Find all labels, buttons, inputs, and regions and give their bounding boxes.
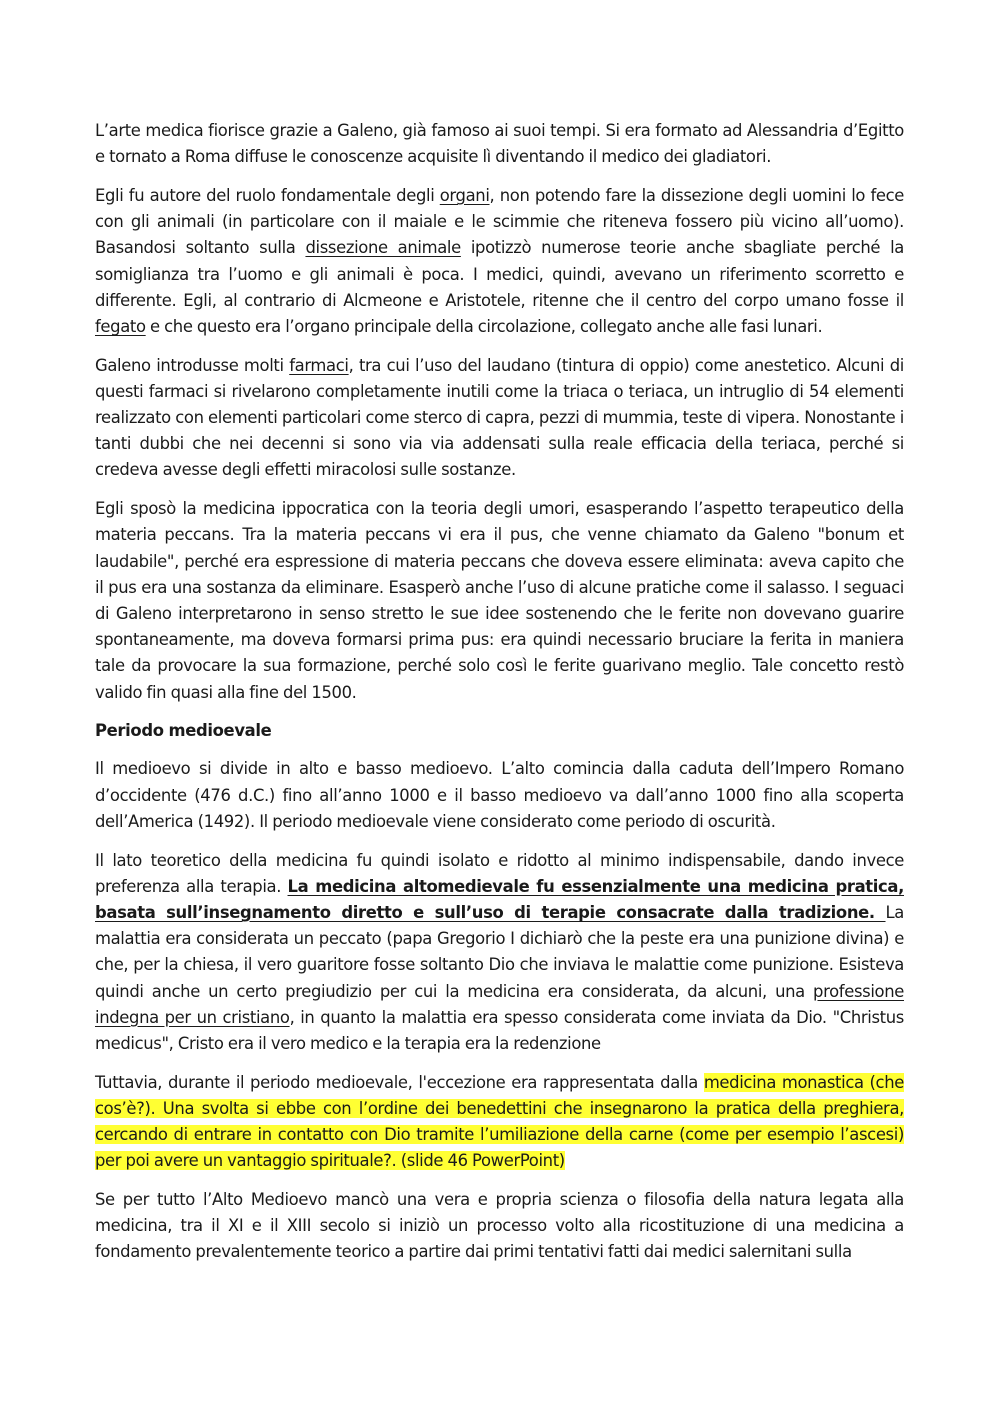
paragraph-text: ipotizzò numerose teorie anche sbagliate perché la somiglianza tra l’uomo e gli animali è poca. I medici, quindi, avevano un riferimento scorretto e differente. Egli, al contrario di Alcmeone e Aristotele, ritenne che il centro del corpo umano fosse il (95, 238, 905, 310)
bold-underlined-statement: La medicina altomedievale fu essenzialmente una medicina pratica, basata sull’insegnamento diretto e sull’uso di terapie consacrate dalla tradizione. (95, 876, 904, 922)
underlined-term-farmaci: farmaci (289, 355, 349, 375)
underlined-term-fegato: fegato (95, 316, 146, 336)
paragraph-alto-medioevo (95, 1187, 904, 1266)
document-page (95, 118, 904, 1278)
highlighted-text: medicina monastica (che cos’è?). Una svolta si ebbe con l’ordine dei benedettini che insegnarono la pratica della preghiera, cercando di entrare in contatto con Dio tramite l’umiliazione della carne (come per esempio l’ascesi) per poi avere un vantaggio spirituale?. (slide 46 PowerPoint) (95, 1072, 904, 1171)
paragraph-text: Galeno introdusse molti (95, 355, 290, 375)
paragraph-text: Se per tutto l’Alto Medioevo mancò una vera e propria scienza o filosofia della natura legata alla medicina, tra il XI e il XIII secolo si iniziò un processo volto alla ricostituzione di una medicina a fondamento prevalentemente teorico a partire dai primi tentativi fatti dai medici salernitani sulla (95, 1190, 904, 1262)
underlined-term-organi: organi (439, 185, 490, 205)
paragraph-text: L’arte medica fiorisce grazie a Galeno, già famoso ai suoi tempi. Si era formato ad Alessandria d’Egitto e tornato a Roma diffuse le conoscenze acquisite lì diventando il medico dei gladiatori. (95, 121, 904, 167)
paragraph-medicina-monastica (95, 1070, 904, 1175)
paragraph-text: Tuttavia, durante il periodo medioevale, l'eccezione era rappresentata dalla (95, 1072, 704, 1092)
paragraph-galeno-organi (95, 183, 904, 340)
paragraph-text: e che questo era l’organo principale della circolazione, collegato anche alle fasi lunari. (145, 316, 823, 336)
paragraph-medicina-altomedievale (95, 848, 904, 1058)
section-heading: Periodo medioevale (95, 721, 272, 741)
paragraph-galeno-farmaci (95, 353, 904, 484)
paragraph-materia-peccans (95, 496, 904, 706)
paragraph-text: , in quanto la malattia era spesso considerata come inviata da Dio. "Christus medicus", Cristo era il vero medico e la terapia era la redenzione (95, 1007, 904, 1053)
paragraph-text: Egli sposò la medicina ippocratica con la teoria degli umori, esasperando l’aspetto terapeutico della materia peccans. Tra la materia peccans vi era il pus, che venne chiamato da Galeno "bonum et laudabile", perché era espressione di materia peccans che doveva essere eliminata: aveva capito che il pus era una sostanza da eliminare. Esasperò anche l’uso di alcune pratiche come il salasso. I seguaci di Galeno interpretarono in senso stretto le sue idee sostenendo che le ferite non dovevano guarire spontaneamente, ma doveva formarsi prima pus: era quindi necessario bruciare la ferita in maniera tale da provocare la sua formazione, perché solo così le ferite guarivano meglio. Tale concetto restò valido fin quasi alla fine del 1500. (95, 499, 904, 702)
paragraph-text: , non potendo fare la dissezione degli uomini lo fece con gli animali (in particolare con il maiale e le scimmie che riteneva fossero più vicino all’uomo). Basandosi soltanto sulla (95, 185, 904, 258)
underlined-term-professione: professione indegna per un cristiano (95, 981, 904, 1027)
paragraph-text: Egli fu autore del ruolo fondamentale degli (95, 185, 440, 205)
paragraph-text: Il medioevo si divide in alto e basso medioevo. L’alto comincia dalla caduta dell’Impero Romano d’occidente (476 d.C.) fino all’anno 1000 e il basso medioevo va dall’anno 1000 fino alla scoperta dell’America (1492). Il periodo medioevale viene considerato come periodo di oscurità. (95, 759, 904, 831)
paragraph-galeno-intro (95, 118, 904, 170)
underlined-term-dissezione: dissezione animale (305, 238, 461, 258)
paragraph-medioevo (95, 756, 904, 835)
paragraph-text: La malattia era considerata un peccato (papa Gregorio I dichiarò che la peste era una punizione divina) e che, per la chiesa, il vero guaritore fosse soltanto Dio che inviava le malattie come punizione. Esisteva quindi anche un certo pregiudizio per cui la medicina era considerata, da alcuni, una (95, 902, 904, 1001)
paragraph-text: , tra cui l’uso del laudano (tintura di oppio) come anestetico. Alcuni di questi farmaci si rivelarono completamente inutili come la triaca o teriaca, un intruglio di 54 elementi realizzato con elementi particolari come sterco di capra, pezzi di mummia, teste di vipera. Nonostante i tanti dubbi che nei decenni si sono via via addensati sulla reale efficacia della teriaca, perché si credeva avesse degli effetti miracolosi sulle sostanze. (95, 355, 904, 480)
paragraph-text: Il lato teoretico della medicina fu quindi isolato e ridotto al minimo indispensabile, dando invece preferenza alla terapia. (95, 850, 904, 896)
